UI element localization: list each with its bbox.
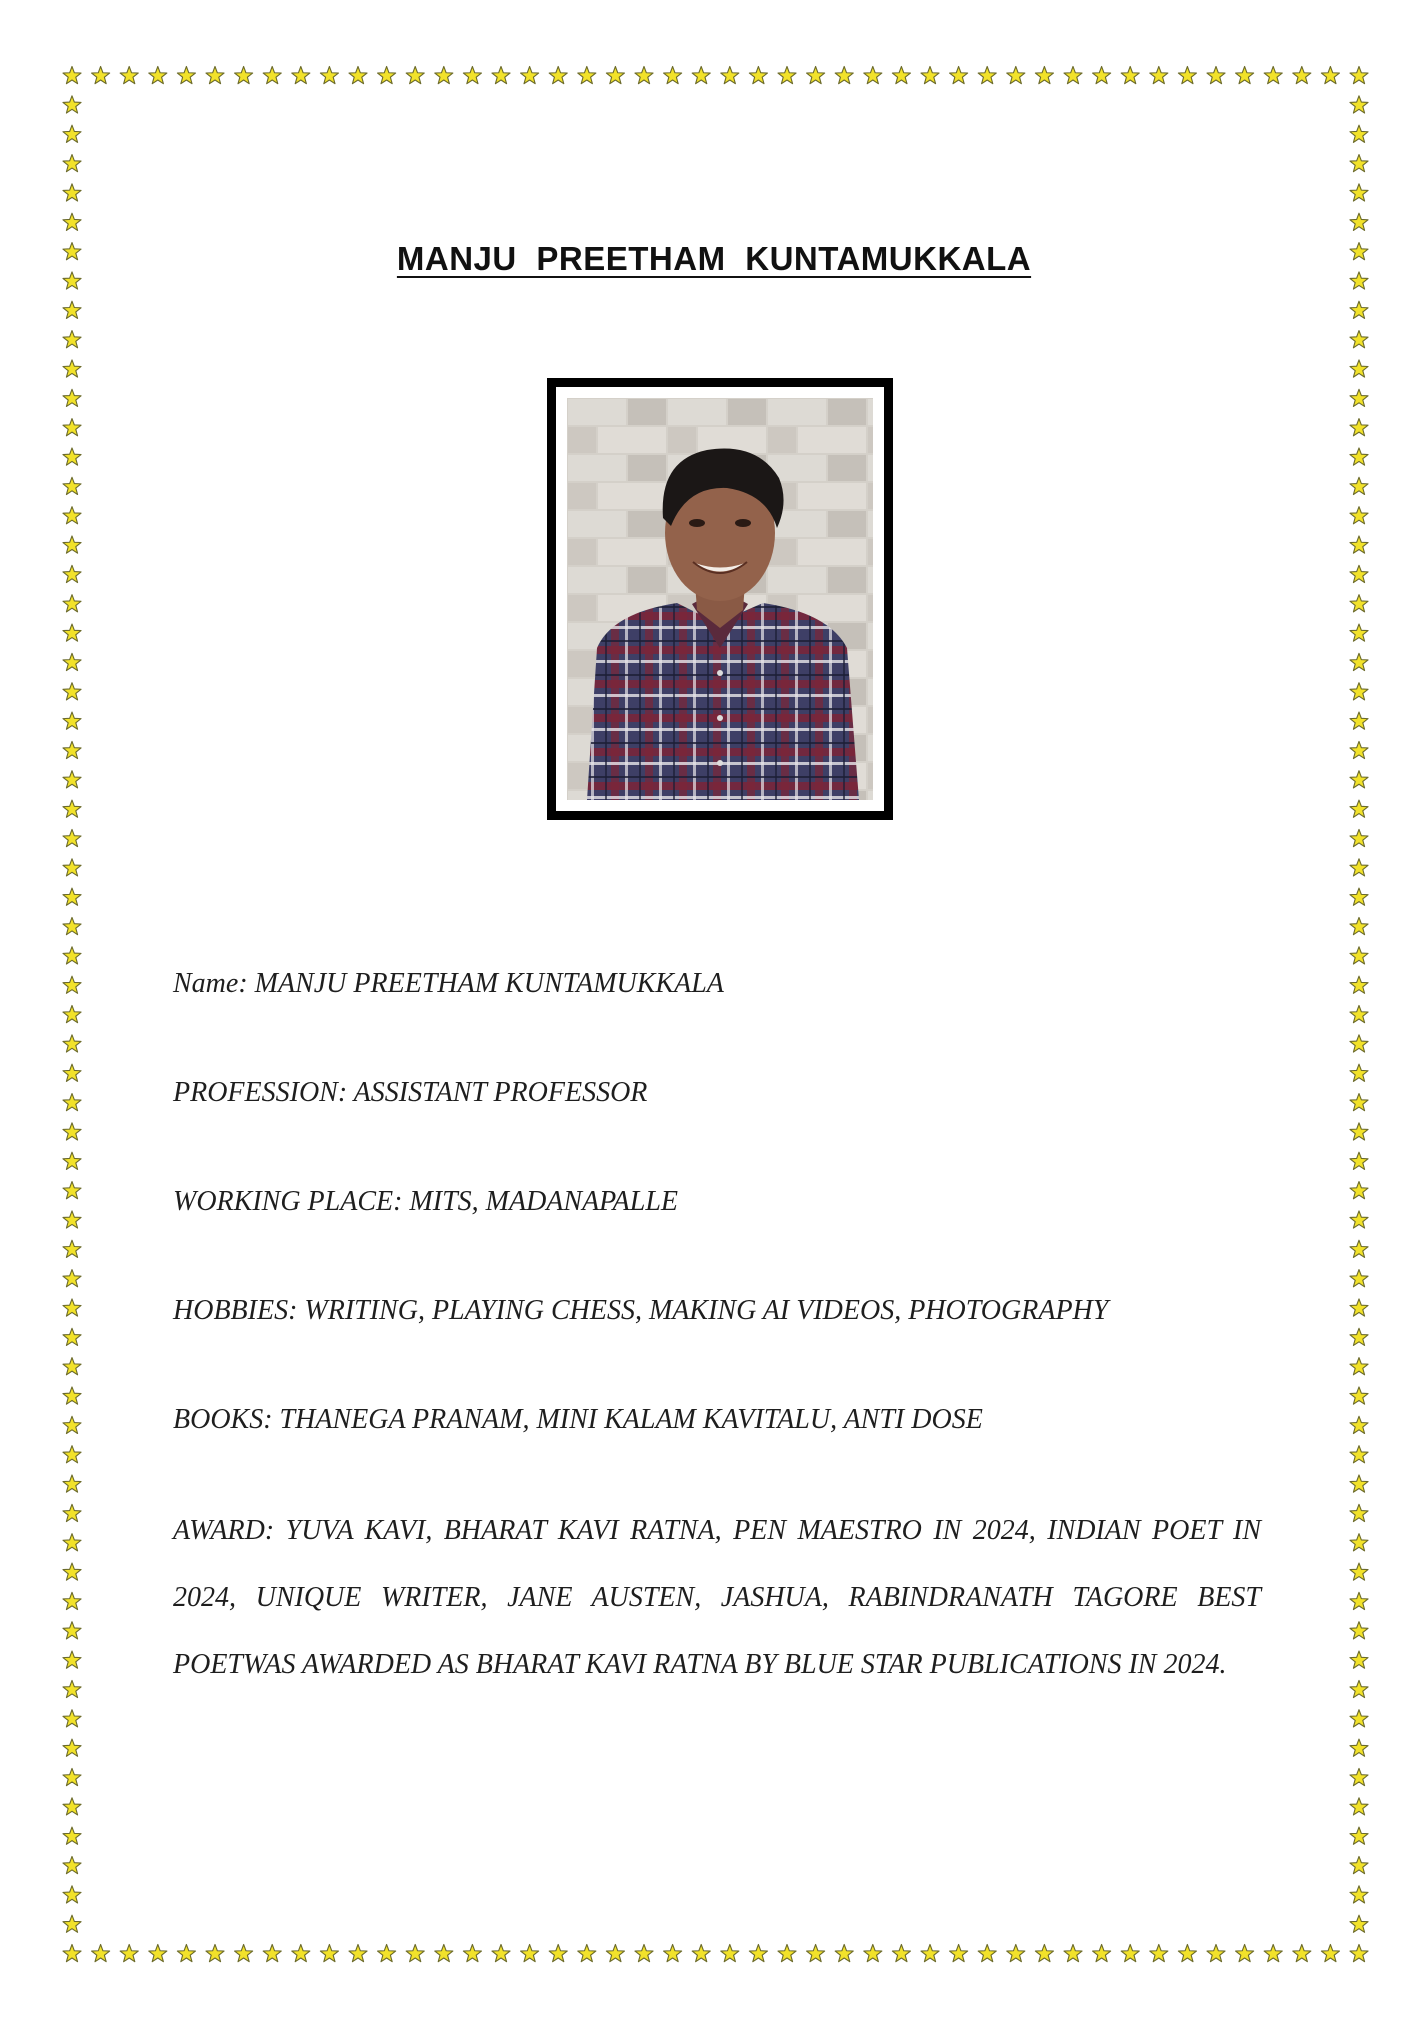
border-star-icon	[892, 1945, 910, 1962]
border-star-icon	[1350, 1534, 1368, 1551]
detail-profession: PROFESSION: ASSISTANT PROFESSOR	[173, 1077, 648, 1108]
border-star-icon	[63, 976, 81, 993]
border-star-icon	[606, 1945, 624, 1962]
border-star-icon	[63, 1299, 81, 1316]
border-star-icon	[63, 565, 81, 582]
border-star-icon	[778, 1945, 796, 1962]
border-star-icon	[263, 1945, 281, 1962]
border-star-icon	[692, 1945, 710, 1962]
border-star-icon	[63, 771, 81, 788]
border-star-icon	[63, 477, 81, 494]
border-star-icon	[63, 507, 81, 524]
border-star-icon	[63, 829, 81, 846]
detail-books: BOOKS: THANEGA PRANAM, MINI KALAM KAVITALU, ANTI DOSE	[173, 1404, 983, 1435]
border-star-icon	[1350, 1651, 1368, 1668]
border-star-icon	[63, 1534, 81, 1551]
border-star-icon	[1035, 1945, 1053, 1962]
border-star-icon	[1178, 1945, 1196, 1962]
border-star-icon	[578, 1945, 596, 1962]
border-star-icon	[635, 67, 653, 84]
border-star-icon	[1350, 1563, 1368, 1580]
border-star-icon	[1350, 1035, 1368, 1052]
border-star-icon	[1350, 888, 1368, 905]
border-star-icon	[63, 184, 81, 201]
border-star-icon	[921, 1945, 939, 1962]
border-star-icon	[1350, 1416, 1368, 1433]
border-star-icon	[721, 1945, 739, 1962]
border-star-icon	[692, 67, 710, 84]
border-star-icon	[1007, 67, 1025, 84]
border-star-icon	[1350, 1358, 1368, 1375]
border-star-icon	[1093, 1945, 1111, 1962]
border-star-icon	[1264, 1945, 1282, 1962]
border-star-icon	[1350, 1592, 1368, 1609]
border-star-icon	[864, 1945, 882, 1962]
border-star-icon	[1207, 1945, 1225, 1962]
border-star-icon	[492, 1945, 510, 1962]
border-star-icon	[1350, 976, 1368, 993]
border-star-icon	[1007, 1945, 1025, 1962]
border-star-icon	[521, 67, 539, 84]
border-star-icon	[63, 1387, 81, 1404]
border-star-icon	[1121, 67, 1139, 84]
border-star-icon	[1350, 741, 1368, 758]
border-star-icon	[1350, 1211, 1368, 1228]
border-star-icon	[320, 67, 338, 84]
border-star-icon	[406, 1945, 424, 1962]
border-star-icon	[63, 1915, 81, 1932]
border-star-icon	[63, 419, 81, 436]
border-star-icon	[1350, 1006, 1368, 1023]
border-star-icon	[63, 1592, 81, 1609]
border-star-icon	[1236, 1945, 1254, 1962]
border-star-icon	[1350, 1827, 1368, 1844]
border-star-icon	[63, 1827, 81, 1844]
border-star-icon	[1350, 800, 1368, 817]
border-star-icon	[1350, 1240, 1368, 1257]
border-star-icon	[1350, 155, 1368, 172]
border-star-icon	[664, 1945, 682, 1962]
border-star-icon	[1350, 184, 1368, 201]
border-star-icon	[63, 536, 81, 553]
border-star-icon	[63, 1622, 81, 1639]
border-star-icon	[1321, 1945, 1339, 1962]
border-star-icon	[1350, 301, 1368, 318]
border-star-icon	[63, 624, 81, 641]
border-star-icon	[63, 1152, 81, 1169]
border-star-icon	[63, 888, 81, 905]
border-star-icon	[1350, 213, 1368, 230]
border-star-icon	[1178, 67, 1196, 84]
border-star-icon	[835, 67, 853, 84]
border-star-icon	[63, 859, 81, 876]
border-star-icon	[63, 1270, 81, 1287]
border-star-icon	[1350, 1475, 1368, 1492]
border-star-icon	[63, 800, 81, 817]
border-star-icon	[1350, 1182, 1368, 1199]
border-star-icon	[1350, 1094, 1368, 1111]
border-star-icon	[978, 67, 996, 84]
border-star-icon	[177, 67, 195, 84]
border-star-icon	[1350, 1123, 1368, 1140]
border-star-icon	[835, 1945, 853, 1962]
border-star-icon	[664, 67, 682, 84]
border-star-icon	[1350, 125, 1368, 142]
border-star-icon	[63, 1123, 81, 1140]
border-star-icon	[92, 67, 110, 84]
border-star-icon	[1150, 67, 1168, 84]
border-star-icon	[292, 1945, 310, 1962]
border-star-icon	[177, 1945, 195, 1962]
border-star-icon	[1350, 1886, 1368, 1903]
border-star-icon	[206, 1945, 224, 1962]
border-star-icon	[549, 1945, 567, 1962]
border-star-icon	[63, 389, 81, 406]
border-star-icon	[1350, 1446, 1368, 1463]
border-star-icon	[1093, 67, 1111, 84]
border-star-icon	[63, 1182, 81, 1199]
border-star-icon	[864, 67, 882, 84]
border-star-icon	[120, 67, 138, 84]
border-star-icon	[1350, 360, 1368, 377]
border-star-icon	[406, 67, 424, 84]
border-star-icon	[149, 67, 167, 84]
border-star-icon	[921, 67, 939, 84]
border-star-icon	[63, 1446, 81, 1463]
detail-name: Name: MANJU PREETHAM KUNTAMUKKALA	[173, 968, 724, 999]
border-star-icon	[63, 1006, 81, 1023]
border-star-icon	[1350, 1064, 1368, 1081]
border-star-icon	[1150, 1945, 1168, 1962]
border-star-icon	[63, 1094, 81, 1111]
border-star-icon	[549, 67, 567, 84]
border-star-icon	[235, 67, 253, 84]
border-star-icon	[1350, 1299, 1368, 1316]
border-star-icon	[63, 1680, 81, 1697]
border-star-icon	[63, 712, 81, 729]
border-star-icon	[435, 1945, 453, 1962]
border-star-icon	[1350, 536, 1368, 553]
photo-mat	[556, 387, 884, 811]
detail-hobbies: HOBBIES: WRITING, PLAYING CHESS, MAKING AI VIDEOS, PHOTOGRAPHY	[173, 1295, 1109, 1326]
border-star-icon	[1207, 67, 1225, 84]
border-star-icon	[63, 1856, 81, 1873]
border-star-icon	[1350, 1710, 1368, 1727]
border-star-icon	[435, 67, 453, 84]
border-star-icon	[1350, 419, 1368, 436]
border-star-icon	[1064, 1945, 1082, 1962]
detail-award: AWARD: YUVA KAVI, BHARAT KAVI RATNA, PEN MAESTRO IN 2024, INDIAN POET IN 2024, UNIQUE WRITER, JANE AUSTEN, JASHUA, RABINDRANATH TAGORE BEST POETWAS AWARDED AS BHARAT KAVI RATNA BY BLUE STAR PUBLICATIONS IN 2024.	[173, 1515, 1261, 1680]
border-star-icon	[63, 1240, 81, 1257]
border-star-icon	[635, 1945, 653, 1962]
border-star-icon	[63, 947, 81, 964]
border-star-icon	[1350, 1328, 1368, 1345]
border-star-icon	[149, 1945, 167, 1962]
border-star-icon	[378, 67, 396, 84]
border-star-icon	[63, 917, 81, 934]
border-star-icon	[1350, 477, 1368, 494]
border-star-icon	[1321, 67, 1339, 84]
border-star-icon	[1350, 565, 1368, 582]
border-star-icon	[63, 1739, 81, 1756]
border-star-icon	[1350, 448, 1368, 465]
border-star-icon	[63, 1035, 81, 1052]
border-star-icon	[463, 67, 481, 84]
border-star-icon	[63, 1710, 81, 1727]
border-star-icon	[778, 67, 796, 84]
border-star-icon	[292, 67, 310, 84]
border-star-icon	[1350, 829, 1368, 846]
border-star-icon	[1350, 624, 1368, 641]
border-star-icon	[63, 1945, 81, 1962]
border-star-icon	[1350, 653, 1368, 670]
border-star-icon	[63, 1651, 81, 1668]
border-star-icon	[1121, 1945, 1139, 1962]
border-star-icon	[63, 67, 81, 84]
border-star-icon	[950, 67, 968, 84]
border-star-icon	[1350, 331, 1368, 348]
border-star-icon	[1350, 859, 1368, 876]
border-star-icon	[63, 360, 81, 377]
border-star-icon	[1350, 1622, 1368, 1639]
border-star-icon	[1350, 1387, 1368, 1404]
border-star-icon	[63, 301, 81, 318]
border-star-icon	[492, 67, 510, 84]
border-star-icon	[63, 1416, 81, 1433]
border-star-icon	[749, 67, 767, 84]
border-star-icon	[206, 67, 224, 84]
border-star-icon	[606, 67, 624, 84]
border-star-icon	[63, 1358, 81, 1375]
border-star-icon	[578, 67, 596, 84]
border-star-icon	[463, 1945, 481, 1962]
border-star-icon	[978, 1945, 996, 1962]
profile-photo-frame	[547, 378, 893, 820]
border-star-icon	[892, 67, 910, 84]
border-star-icon	[1350, 1856, 1368, 1873]
border-star-icon	[63, 1064, 81, 1081]
border-star-icon	[1350, 1504, 1368, 1521]
border-star-icon	[63, 448, 81, 465]
border-star-icon	[1350, 1798, 1368, 1815]
border-star-icon	[1035, 67, 1053, 84]
border-star-icon	[63, 96, 81, 113]
border-star-icon	[1350, 1945, 1368, 1962]
border-star-icon	[1350, 771, 1368, 788]
border-star-icon	[1350, 1739, 1368, 1756]
border-star-icon	[1064, 67, 1082, 84]
border-star-icon	[349, 1945, 367, 1962]
border-star-icon	[721, 67, 739, 84]
border-star-icon	[63, 331, 81, 348]
border-star-icon	[950, 1945, 968, 1962]
border-star-icon	[63, 653, 81, 670]
border-star-icon	[1293, 1945, 1311, 1962]
border-star-icon	[63, 1886, 81, 1903]
border-star-icon	[63, 1211, 81, 1228]
border-star-icon	[1350, 917, 1368, 934]
border-star-icon	[120, 1945, 138, 1962]
border-star-icon	[349, 67, 367, 84]
border-star-icon	[1350, 389, 1368, 406]
border-star-icon	[1350, 683, 1368, 700]
border-star-icon	[1350, 1270, 1368, 1287]
border-star-icon	[320, 1945, 338, 1962]
border-star-icon	[378, 1945, 396, 1962]
border-star-icon	[807, 1945, 825, 1962]
border-star-icon	[63, 683, 81, 700]
border-star-icon	[1350, 1768, 1368, 1785]
border-star-icon	[749, 1945, 767, 1962]
border-star-icon	[521, 1945, 539, 1962]
border-star-icon	[1293, 67, 1311, 84]
border-star-icon	[63, 155, 81, 172]
border-star-icon	[1350, 712, 1368, 729]
border-star-icon	[1350, 1152, 1368, 1169]
border-star-icon	[1350, 947, 1368, 964]
border-star-icon	[1350, 96, 1368, 113]
border-star-icon	[63, 741, 81, 758]
detail-working-place: WORKING PLACE: MITS, MADANAPALLE	[173, 1186, 679, 1217]
border-star-icon	[1350, 1680, 1368, 1697]
border-star-icon	[63, 595, 81, 612]
border-star-icon	[63, 125, 81, 142]
border-star-icon	[92, 1945, 110, 1962]
border-star-icon	[1264, 67, 1282, 84]
border-star-icon	[63, 213, 81, 230]
border-star-icon	[807, 67, 825, 84]
border-star-icon	[1350, 595, 1368, 612]
border-star-icon	[1350, 67, 1368, 84]
border-star-icon	[63, 1798, 81, 1815]
border-star-icon	[63, 1504, 81, 1521]
border-star-icon	[1350, 1915, 1368, 1932]
border-star-icon	[63, 1768, 81, 1785]
border-star-icon	[1236, 67, 1254, 84]
border-star-icon	[235, 1945, 253, 1962]
border-star-icon	[1350, 507, 1368, 524]
page-title: MANJU PREETHAM KUNTAMUKKALA	[396, 240, 1032, 277]
border-star-icon	[63, 1475, 81, 1492]
border-star-icon	[63, 1328, 81, 1345]
border-star-icon	[263, 67, 281, 84]
profile-photo	[567, 398, 873, 800]
border-star-icon	[63, 1563, 81, 1580]
